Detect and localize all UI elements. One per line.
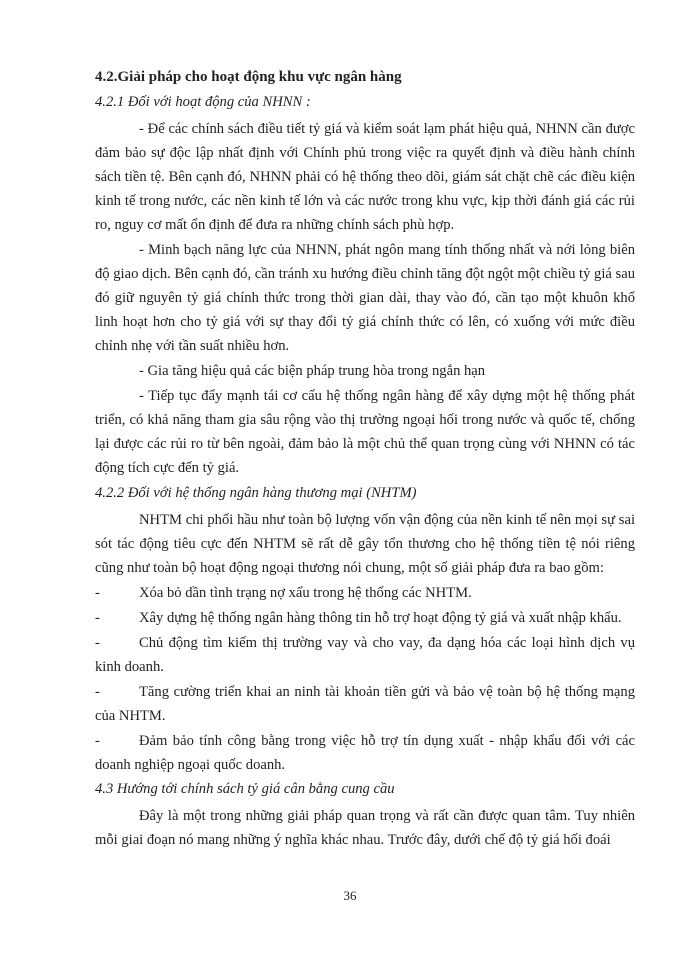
paragraph: - Tiếp tục đẩy mạnh tái cơ cấu hệ thống ngân hàng để xây dựng một hệ thống phát triển, có khả năng tham gia sâu rộng vào thị trường ngoại hối trong nước và quốc tế, chống lại được các rủi ro từ bên ngoài, đảm bảo là một chủ thể quan trọng cùng với NHNN có tác động tích cực đến tỷ giá.	[95, 388, 635, 476]
bullet-dash: -	[95, 610, 100, 626]
paragraph: NHTM chi phối hầu như toàn bộ lượng vốn vận động của nền kinh tế nên mọi sự sai sót tác động tiêu cực đến NHTM sẽ rất dễ gây tổn thương cho hệ thống tiền tệ nói riêng cũng như toàn bộ hoạt động ngoại thương nói chung, một số giải pháp đưa ra bao gồm:	[95, 512, 635, 576]
list-item	[95, 729, 635, 777]
bullet-dash: -	[95, 684, 100, 700]
list-item-text: Xây dựng hệ thống ngân hàng thông tin hỗ trợ hoạt động tỷ giá và xuất nhập khẩu.	[139, 610, 622, 626]
list-item-text: Chủ động tìm kiếm thị trường vay và cho vay, đa dạng hóa các loại hình dịch vụ kinh doanh.	[95, 635, 635, 675]
bullet-dash: -	[95, 733, 100, 749]
document-page	[95, 66, 635, 853]
paragraph: - Để các chính sách điều tiết tỷ giá và kiểm soát lạm phát hiệu quả, NHNN cần được đảm bảo sự độc lập nhất định với Chính phủ trong việc ra quyết định và điều hành chính sách tiền tệ. Bên cạnh đó, NHNN phải có hệ thống theo dõi, giám sát chặt chẽ các điều kiện kinh tế trong nước, các nền kinh tế lớn và các nước trong khu vực, kịp thời đánh giá các rủi ro, nguy cơ mất ổn định để đưa ra những chính sách phù hợp.	[95, 121, 635, 233]
section-title: 4.2.Giải pháp cho hoạt động khu vực ngân hàng	[95, 69, 402, 85]
paragraph: - Gia tăng hiệu quả các biện pháp trung hòa trong ngắn hạn	[139, 363, 486, 379]
page-number: 36	[343, 888, 357, 903]
list-item	[95, 631, 635, 679]
list-item-text: Đảm bảo tính công bằng trong việc hỗ trợ tín dụng xuất - nhập khẩu đối với các doanh nghiệp ngoại quốc doanh.	[95, 733, 635, 773]
list-item-text: Tăng cường triển khai an ninh tài khoản tiền gửi và bảo vệ toàn bộ hệ thống mạng của NHTM.	[95, 684, 635, 724]
list-item-text: Xóa bỏ dần tình trạng nợ xấu trong hệ thống các NHTM.	[139, 585, 472, 601]
subsection-title-exchange-rate: 4.3 Hướng tới chính sách tỷ giá cân bằng cung cầu	[95, 781, 395, 797]
list-item	[95, 581, 635, 605]
bullet-dash: -	[95, 635, 100, 651]
bullet-dash: -	[95, 585, 100, 601]
list-item	[95, 606, 635, 630]
list-item	[95, 680, 635, 728]
paragraph: Đây là một trong những giải pháp quan trọng và rất cần được quan tâm. Tuy nhiên mỗi giai đoạn nó mang những ý nghĩa khác nhau. Trước đây, dưới chế độ tỷ giá hối đoái	[95, 808, 635, 848]
subsection-title-nhtm: 4.2.2 Đối với hệ thống ngân hàng thương mại (NHTM)	[95, 485, 417, 501]
subsection-title-nhnn: 4.2.1 Đối với hoạt động của NHNN :	[95, 94, 311, 110]
paragraph: - Minh bạch năng lực của NHNN, phát ngôn mang tính thống nhất và nới lỏng biên độ giao dịch. Bên cạnh đó, cần tránh xu hướng điều chỉnh tăng đột ngột một chiều tỷ giá sau đó giữ nguyên tỷ giá chính thức trong thời gian dài, thay vào đó, cần tạo một khuôn khổ linh hoạt hơn cho tỷ giá với sự thay đổi tỷ giá chính thức có lên, có xuống với mức điều chỉnh nhẹ với tần suất nhiều hơn.	[95, 242, 635, 354]
